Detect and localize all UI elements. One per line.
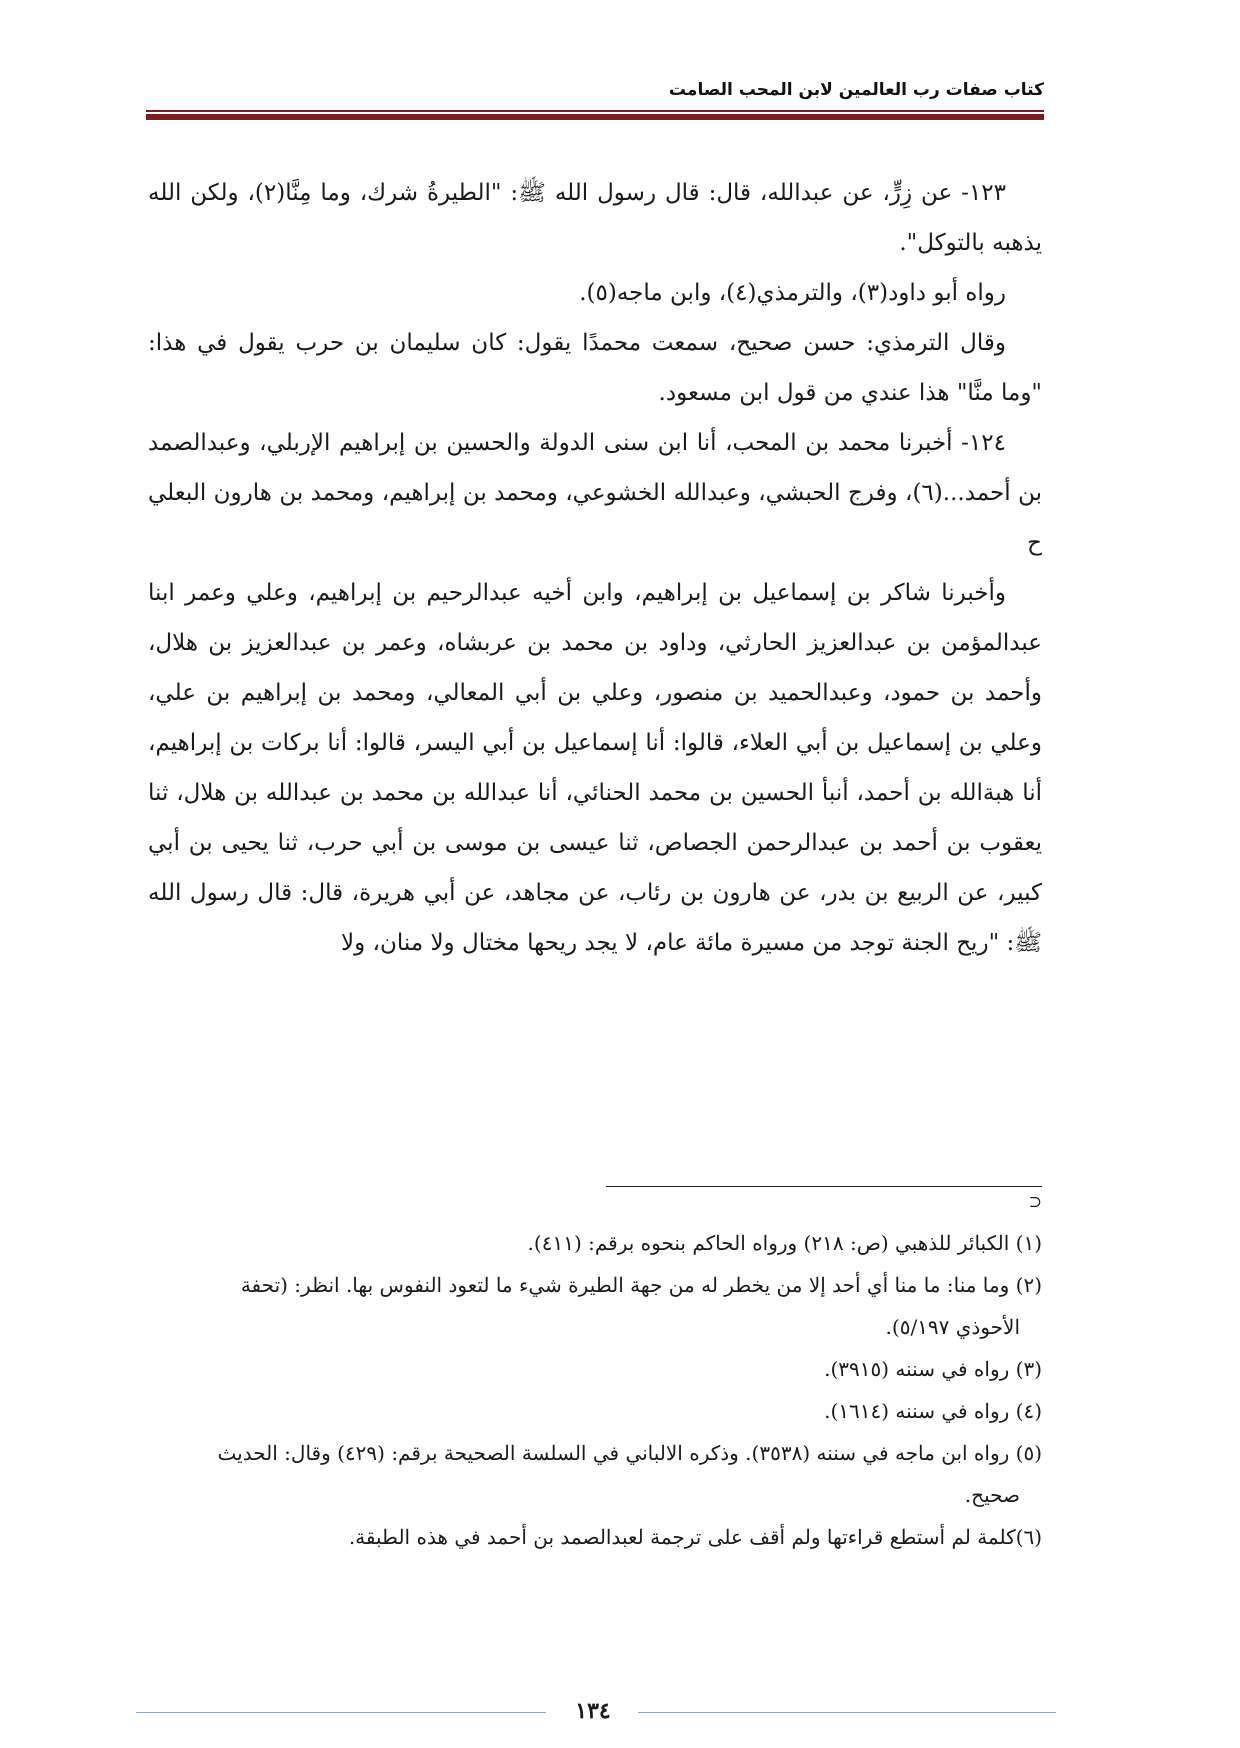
footnote-4: (٤) رواه في سننه (١٦١٤).: [824, 1399, 1042, 1423]
tirmidhi-comment: وقال الترمذي: حسن صحيح، سمعت محمدًا يقول: كان سليمان بن حرب يقول في هذا: "وما منَّا" هذا عندي من قول ابن مسعود.: [148, 330, 1042, 406]
main-text: [148, 168, 1042, 968]
hadith-124-chain-continued: وأخبرنا شاكر بن إسماعيل بن إبراهيم، وابن أخيه عبدالرحيم بن إبراهيم، وعلي وعمر ابنا عبدالمؤمن بن عبدالعزيز الحارثي، وداود بن محمد بن عربشاه، وعمر بن عبدالعزيز بن هلال، وأحمد بن حمود، وعبدالحميد بن منصور، وعلي بن أبي المعالي، ومحمد بن إبراهيم بن علي، وعلي بن إسماعيل بن أبي العلاء، قالوا: أنا إسماعيل بن أبي اليسر، قالوا: أنا بركات بن إبراهيم، أنا هبةالله بن أحمد، أنبأ الحسين بن محمد الحنائي، أنا عبدالله بن محمد بن عبدالله بن هلال، ثنا يعقوب بن أحمد بن عبدالرحمن الجصاص، ثنا عيسى بن موسى بن أبي حرب، ثنا يحيى بن أبي كبير، عن الربيع بن بدر، عن هارون بن رئاب، عن مجاهد، عن أبي هريرة، قال: قال رسول الله ﷺ: "ريح الجنة توجد من مسيرة مائة عام، لا يجد ريحها مختال ولا منان، ولا: [148, 580, 1042, 956]
footnote-5-continued: صحيح.: [964, 1483, 1020, 1507]
running-header-title: كتاب صفات رب العالمين لابن المحب الصامت: [668, 80, 1044, 100]
header-rule-thin: [146, 110, 1044, 112]
footnote-6: (٦)كلمة لم أستطع قراءتها ولم أقف على ترجمة لعبدالصمد بن أحمد في هذه الطبقة.: [348, 1525, 1042, 1549]
header-rule-thick: [146, 114, 1044, 120]
footnote-3: (٣) رواه في سننه (٣٩١٥).: [824, 1357, 1042, 1381]
hadith-123-narrators: رواه أبو داود(٣)، والترمذي(٤)، وابن ماجه(٥).: [579, 280, 1006, 306]
footnote-5: (٥) رواه ابن ماجه في سننه (٣٥٣٨). وذكره الالباني في السلسة الصحيحة برقم: (٤٢٩) وقال: الحديث: [217, 1441, 1042, 1465]
footer-rule-left: [136, 1712, 546, 1713]
footer-rule-right: [638, 1712, 1056, 1713]
footnote-1: (١) الكبائر للذهبي (ص: ٢١٨) ورواه الحاكم بنحوه برقم: (٤١١).: [527, 1231, 1042, 1255]
footnote-2: (٢) وما منا: ما منا أي أحد إلا من يخطر له من جهة الطيرة شيء ما لتعود النفوس بها. انظر: (تحفة: [240, 1273, 1042, 1297]
hadith-123-text: ١٢٣- عن زِرٍّ، عن عبدالله، قال: قال رسول الله ﷺ: "الطيرةُ شرك، وما مِنَّا(٢)، ولكن الله يذهبه بالتوكل".: [148, 180, 1042, 256]
hadith-124-chain: ١٢٤- أخبرنا محمد بن المحب، أنا ابن سنى الدولة والحسين بن إبراهيم الإربلي، وعبدالصمد بن أحمد...(٦)، وفرج الحبشي، وعبدالله الخشوعي، ومحمد بن إبراهيم، ومحمد بن هارون البعلي ح: [148, 430, 1043, 556]
footnote-2-continued: الأحوذي ٥/١٩٧).: [885, 1315, 1020, 1339]
footnote-separator: [606, 1186, 1042, 1187]
page-number: ١٣٤: [575, 1698, 611, 1724]
footnote-marker: ⊃: [1028, 1192, 1042, 1211]
footnotes: [148, 1222, 1042, 1558]
